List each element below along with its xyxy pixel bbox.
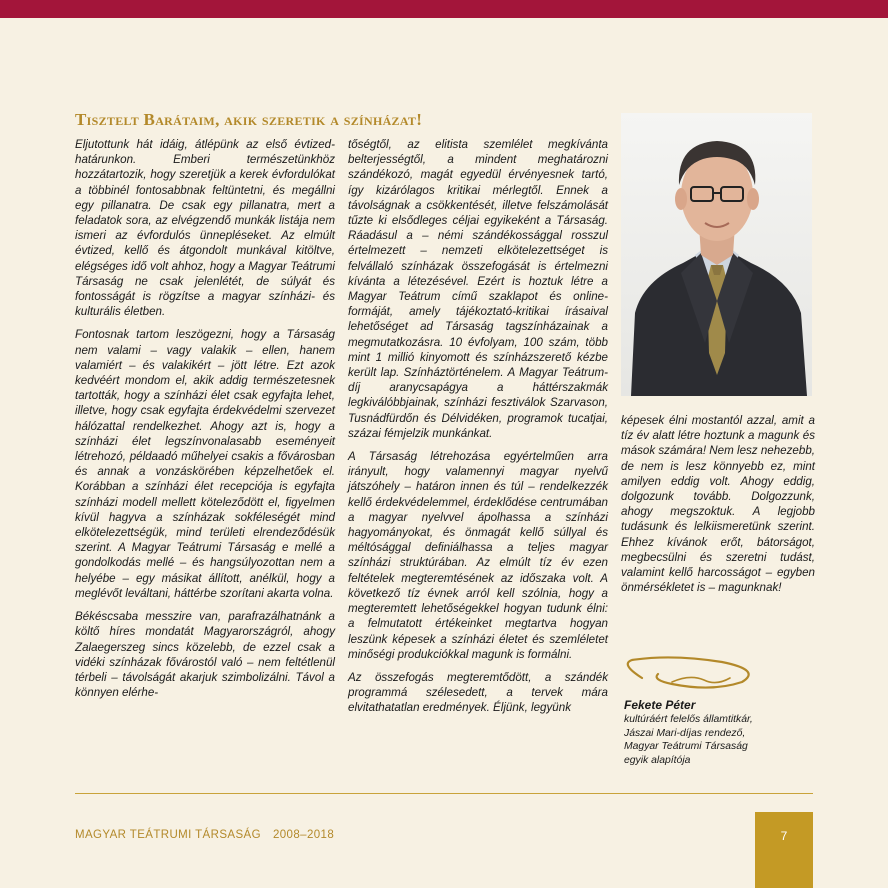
paragraph: Békéscsaba messzire van, parafrazálhatnánk a költő híres mondatát Magyarországról, ahogy Zalaegerszeg sincs közelebb, de ezzel csak a vidéki színházak fővárostól való – nem feltétlenül térbeli – távolságát akarjuk szimbolizálni. Távol a könnyen elérhe-	[75, 610, 335, 700]
paragraph: A Társaság létrehozása egyértelműen arra irányult, hogy valamennyi magyar nyelvű játszóhely – határon innen és túl – rendelkezzék kellő érdekvédelemmel, érdeklődése centrumában a magyar nyelvvel ápolhassa a színházi hagyományokat, és önmagát kellő súllyal és méltósággal definiálhassa a teljes magyar színházi struktúrában. Az elmúlt tíz év ezen feltételek megteremtésének az időszaka volt. A következő tíz évnek arról kell szólnia, hogy a megteremtett lehetőségekkel hogyan tudunk élni: a felmutatott értékeinket megtartva hogyan leszünk képesek a színházi életet és szemléletet minőségi produkciókkal magunk is formálni.	[348, 450, 608, 661]
paragraph: képesek élni mostantól azzal, amit a tíz év alatt létre hoztunk a magunk és mások számára! Nem lesz nehezebb, de nem is lesz könnyebb ez, mint amilyen eddig volt. Ahogy eddig, dolgozunk tovább. Dolgozzunk, ahogy megszoktuk. A legjobb tudásunk és lelkiismeretünk szerint. Ehhez kívánok erőt, bátorságot, megbecsülni és szeretni tudást, valamint kellő harcosságot – egyben önmérsékletet is – magunknak!	[621, 414, 815, 595]
footer-years: 2008–2018	[272, 829, 335, 841]
author-role-line: Jászai Mari-díjas rendező,	[624, 727, 746, 739]
text-column-2	[348, 137, 608, 724]
paragraph: Az összefogás megteremtődött, a szándék programmá szélesedett, a tervek mára elvitathatatlan eredmények. Éljünk, legyünk	[348, 670, 608, 715]
text-column-1	[75, 137, 335, 708]
author-role-line: kultúráért felelős államtitkár,	[624, 714, 753, 725]
text-column-3	[621, 413, 815, 603]
author-role-line: egyik alapítója	[624, 754, 691, 766]
page-number: 7	[780, 829, 788, 843]
paragraph: Eljutottunk hát idáig, átlépünk az első évtized-határunkon. Emberi természetünkhöz hozzátartozik, hogy szeretjük a kerek évfordulókat a többinél fontosabbnak feltüntetni, és megállni egy pillanatra. De csak egy pillanatra, mert a feladatok sora, az elvégzendő munkák listája nem ismeri az évfordulós ünnepléseket. Az elmúlt évtized, kellő és átgondolt munkával kitöltve, elégséges idő volt ahhoz, hogy a Magyar Teátrumi Társaság ne csak jelenlétét, de súlyát és fontosságát is rögzítse a magyar színházi- és kulturális életben.	[75, 138, 335, 319]
paragraph: Fontosnak tartom leszögezni, hogy a Társaság nem valami – vagy valakik – ellen, hanem valamiért – és valakikért – jött létre. Ezt azok kedvéért mondom el, akik addig természetesnek tartották, hogy a színházi élet csak egyfajta lehet, illetve, hogy csak egyfajta érdekvédelmi szervezet hálózattal rendelkezhet. Ahogy azt is, hogy a színházi élet legszínvonalasabb eseményeit létrehozó, példaadó műhelyei csakis a fővárosban és annak a vonzáskörében képzelhetőek el. Korábban a színházi élet recepciója is egyfajta színházi modell mellett köteleződött el, figyelmen kívül hagyva a színházak sokféleségét mind elkötelezettségük, mind területi elrendeződésük szerint. A Magyar Teátrumi Társaság e mellé a gondolkodás mellé – és hangsúlyozottan nem a helyébe – egy másikat állított, anélkül, hogy a meglévőt leváltani, háttérbe szorítani akarta volna.	[75, 328, 335, 600]
author-role-line: Magyar Teátrumi Társaság	[624, 741, 748, 753]
top-color-bar	[0, 0, 888, 18]
signature-image	[612, 652, 772, 698]
author-block	[624, 697, 814, 767]
footer-label	[75, 829, 334, 841]
paragraph: tőségtől, az elitista szemlélet megkívánta belterjességtől, a mindent meghatározni szándékozó, magát egyedül érvényesnek tartó, így kizárólagos kritikai mérlegtől. Ennek a távolságnak a csökkentését, illetve felszámolását tűzte ki elsődleges céljai egyikeként a Társaság. Ráadásul a – némi szándékossággal rosszul értelmezett – nemzeti elkötelezettséget is felvállaló színházak összefogását is értelmezni kívánta a létezésével. Ezért is hoztuk létre a Magyar Teátrum című szaklapot és online-formáját, amely tájékoztató-kritikai írásaival lehetőséget ad Társaság tagszínházainak a megmutatkozásra. 10 évfolyam, 100 szám, több mint 1 millió kinyomott és színházszerető kézbe került lap. Színháztörténelem. A Magyar Teátrum-díj aranycsapágya a háttérszakmák legkiválóbbjainak, színházi fesztiválok Szarvason, Tusnádfürdőn és Délvidéken, programok tucatjai, százai fémjelzik munkánkat.	[348, 138, 608, 440]
footer-divider	[75, 793, 813, 794]
author-portrait-photo	[621, 113, 812, 396]
author-name: Fekete Péter	[624, 698, 696, 712]
page-number-box	[755, 812, 813, 888]
footer-organization: MAGYAR TEÁTRUMI TÁRSASÁG	[75, 829, 261, 841]
page-headline: Tisztelt Barátaim, akik szeretik a színházat!	[75, 110, 423, 129]
portrait-illustration	[621, 113, 812, 396]
